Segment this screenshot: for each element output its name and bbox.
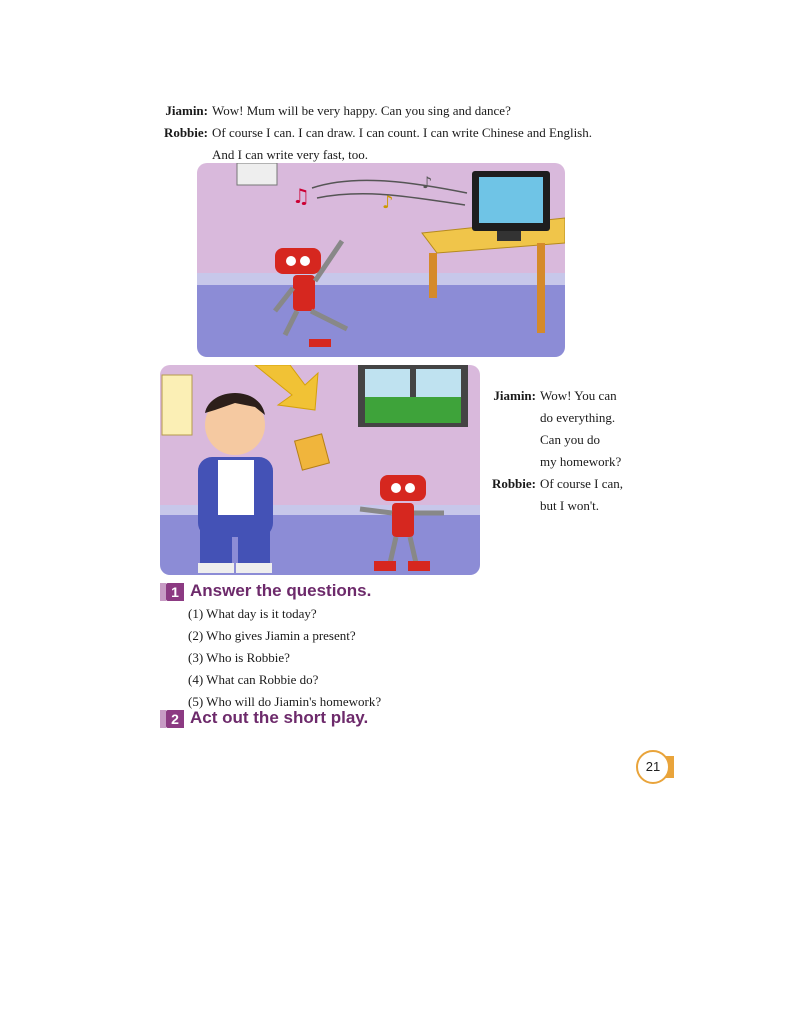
question-item: (2) Who gives Jiamin a present? <box>188 628 356 643</box>
dialogue-line: do everything. <box>540 410 616 425</box>
speaker-label: Robbie: <box>163 125 208 140</box>
speaker-label: Jiamin: <box>165 103 208 118</box>
svg-text:♪: ♪ <box>422 173 433 192</box>
dialogue-line: my homework? <box>540 454 622 469</box>
dialogue-line: Can you do <box>540 432 600 447</box>
robot-dancing-picture <box>197 163 565 357</box>
question-item: (3) Who is Robbie? <box>188 650 290 665</box>
speaker-label: Robbie: <box>491 476 536 491</box>
dialogue-line: Wow! Mum will be very happy. Can you sing and dance? <box>212 103 511 118</box>
boy-robot-illustration <box>160 365 480 575</box>
question-item: (1) What day is it today? <box>188 606 317 621</box>
question-item: (5) Who will do Jiamin's homework? <box>188 694 382 709</box>
boy-robot-picture <box>160 365 480 575</box>
question-item: (4) What can Robbie do? <box>188 672 319 687</box>
svg-text:♫: ♫ <box>292 184 310 208</box>
svg-text:♪: ♪ <box>382 192 394 213</box>
dialogue-line: Of course I can. I can draw. I can count. I can write Chinese and English. <box>212 125 592 140</box>
speaker-label: Jiamin: <box>493 388 536 403</box>
section-number-badge: 1 <box>166 583 184 601</box>
dialogue-line: but I won't. <box>540 498 600 513</box>
section-title: Act out the short play. <box>190 708 369 727</box>
dialogue-line: And I can write very fast, too. <box>212 147 368 162</box>
robot-dancing-illustration <box>197 163 565 357</box>
page-number: 21 <box>636 750 670 784</box>
dialogue-line: Of course I can, <box>540 476 624 491</box>
dialogue-line: Wow! You can <box>540 388 617 403</box>
section-number-badge: 2 <box>166 710 184 728</box>
section-title: Answer the questions. <box>190 581 372 600</box>
